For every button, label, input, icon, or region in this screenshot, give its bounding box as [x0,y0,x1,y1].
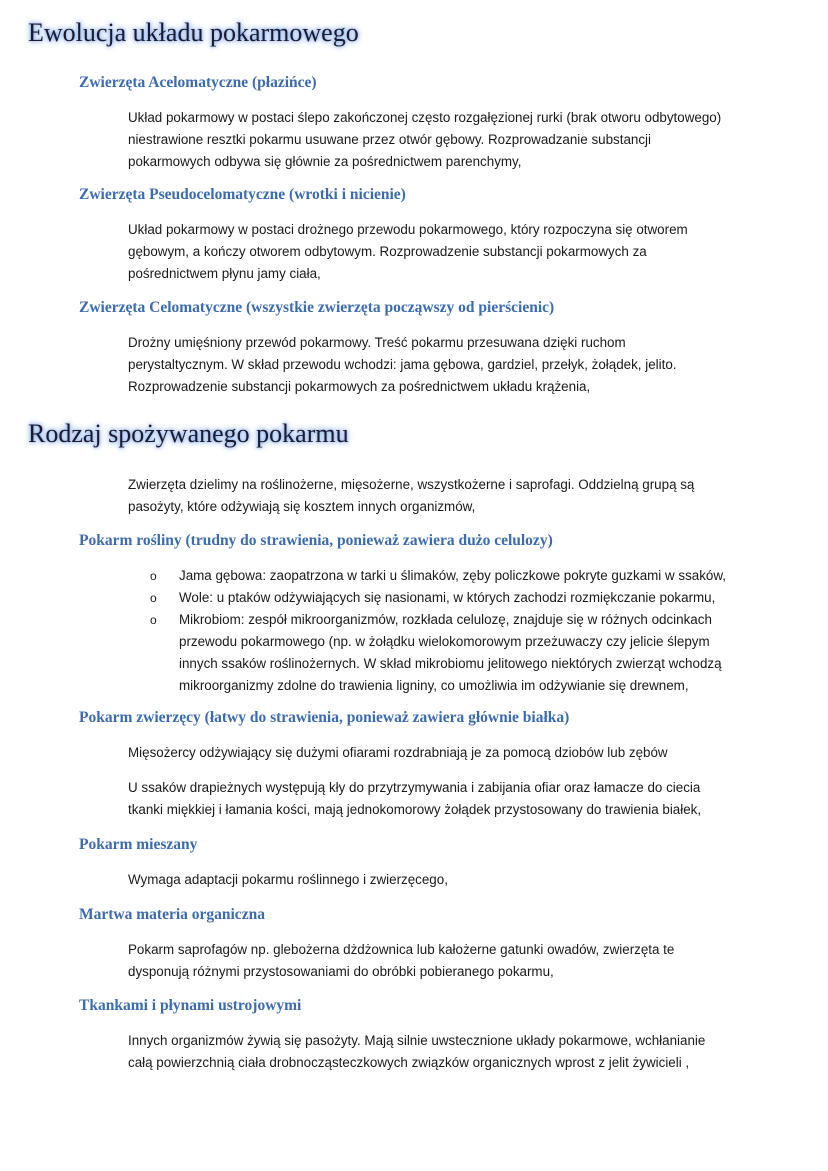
text-line: Pokarm saprofagów np. glebożerna dżdżownica lub kałożerne gatunki owadów, zwierzęta te [128,942,675,957]
text-line: Rozprowadzenie substancji pokarmowych za pośrednictwem układu krążenia, [128,379,591,394]
list-item [150,587,770,609]
text-line: Jama gębowa: zaopatrzona w tarki u ślimaków, zęby policzkowe pokryte guzkami w ssaków, [179,568,727,583]
paragraph-coelomates [128,332,768,398]
text-line: Zwierzęta dzielimy na roślinożerne, mięsożerne, wszystkożerne i saprofagi. Oddzielną grupą są [128,477,695,492]
text-line: innych ssaków roślinożernych. W skład mikrobiomu jelitowego niektórych zwierząt wchodzą [179,656,722,671]
text-line: pasożyty, które odżywiają się kosztem innych organizmów, [128,499,476,514]
text-line: całą powierzchnią ciała drobnocząsteczkowych związków organicznych wprost z jelit żywicieli , [128,1055,690,1070]
text-line: gębowym, a kończy otworem odbytowym. Rozprowadzenie substancji pokarmowych za [128,244,647,259]
text-line: mikroorganizmy zdolne do trawienia ligniny, co umożliwia im odżywianie się drewnem, [179,678,689,693]
text-line: Drożny umięśniony przewód pokarmowy. Treść pokarmu przesuwana dzięki ruchom [128,335,626,350]
subheading-pseudocoelomates: Zwierzęta Pseudocelomatyczne (wrotki i nicienie) [79,186,406,203]
bullet-circle-icon: o [150,613,157,627]
text-line: Układ pokarmowy w postaci ślepo zakończonej często rozgałęzionej rurki (brak otworu odbytowego) [128,110,722,125]
heading-food-type: Rodzaj spożywanego pokarmu [28,419,349,448]
paragraph-dead-matter [128,939,768,983]
subheading-plant-food: Pokarm rośliny (trudny do strawienia, ponieważ zawiera dużo celulozy) [79,532,553,549]
text-line: Wymaga adaptacji pokarmu roślinnego i zwierzęcego, [128,872,448,887]
paragraph-food-intro [128,474,768,518]
subheading-acoelomates: Zwierzęta Acelomatyczne (płazińce) [79,74,317,91]
text-line: U ssaków drapieżnych występują kły do przytrzymywania i zabijania ofiar oraz łamacze do ciecia [128,780,701,795]
subheading-dead-matter: Martwa materia organiczna [79,906,265,923]
paragraph-parasites [128,1030,768,1074]
bullet-circle-icon: o [150,569,157,583]
text-line: pokarmowych odbywa się głównie za pośrednictwem parenchymy, [128,154,522,169]
paragraph-predatory-mammals [128,777,768,821]
subheading-tissues-fluids: Tkankami i płynami ustrojowymi [79,997,302,1014]
list-item [150,565,770,587]
paragraph-acoelomates [128,107,768,173]
text-line: dysponują różnymi przystosowaniami do obróbki pobieranego pokarmu, [128,964,554,979]
bullet-list-plant-food [150,565,770,697]
text-line: Mikrobiom: zespół mikroorganizmów, rozkłada celulozę, znajduje się w różnych odcinkach [179,612,712,627]
subheading-mixed-food: Pokarm mieszany [79,836,198,853]
paragraph-pseudocoelomates [128,219,768,285]
text-line: tkanki miękkiej i łamania kości, mają jednokomorowy żołądek przystosowany do trawienia białek, [128,802,702,817]
text-line: Mięsożercy odżywiający się dużymi ofiarami rozdrabniają je za pomocą dziobów lub zębów [128,745,668,760]
subheading-animal-food: Pokarm zwierzęcy (łatwy do strawienia, ponieważ zawiera głównie białka) [79,709,570,726]
text-line: Innych organizmów żywią się pasożyty. Mają silnie uwstecznione układy pokarmowe, wchłanianie [128,1033,706,1048]
subheading-coelomates: Zwierzęta Celomatyczne (wszystkie zwierzęta począwszy od pierścienic) [79,299,555,316]
heading-evolution: Ewolucja układu pokarmowego [28,18,359,47]
text-line: przewodu pokarmowego (np. w żołądku wielokomorowym przeżuwaczy czy jelicie ślepym [179,634,710,649]
text-line: pośrednictwem płynu jamy ciała, [128,266,321,281]
list-item [150,609,770,697]
paragraph-mixed-food [128,869,768,891]
bullet-circle-icon: o [150,591,157,605]
text-line: Wole: u ptaków odżywiających się nasionami, w których zachodzi rozmiękczanie pokarmu, [179,590,716,605]
text-line: perystaltycznym. W skład przewodu wchodzi: jama gębowa, gardziel, przełyk, żołądek, jelito. [128,357,677,372]
text-line: niestrawione resztki pokarmu usuwane przez otwór gębowy. Rozprowadzanie substancji [128,132,651,147]
paragraph-carnivores [128,742,768,764]
text-line: Układ pokarmowy w postaci drożnego przewodu pokarmowego, który rozpoczyna się otworem [128,222,688,237]
